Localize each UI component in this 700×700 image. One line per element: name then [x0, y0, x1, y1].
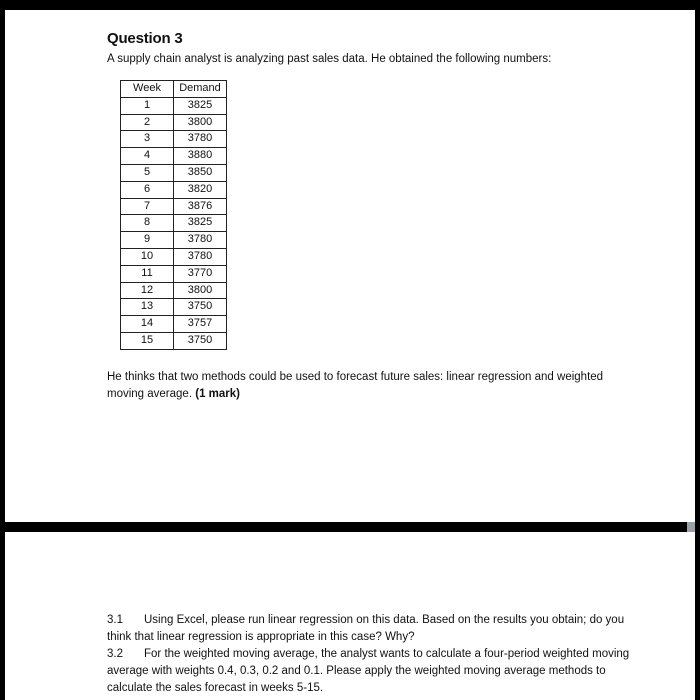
week-cell: 4 [121, 148, 174, 165]
table-row [121, 299, 227, 316]
demand-cell: 3876 [174, 198, 227, 215]
week-cell: 14 [121, 316, 174, 333]
week-cell: 13 [121, 299, 174, 316]
demand-cell: 3780 [174, 131, 227, 148]
demand-header: Demand [174, 81, 227, 98]
table-row [121, 232, 227, 249]
week-cell: 9 [121, 232, 174, 249]
methods-text: He thinks that two methods could be used to forecast future sales: linear regression and weighted moving average. [107, 371, 604, 400]
table-row [121, 332, 227, 349]
demand-cell: 3800 [174, 282, 227, 299]
table-row [121, 265, 227, 282]
week-cell: 15 [121, 332, 174, 349]
demand-table [120, 80, 227, 350]
week-cell: 7 [121, 198, 174, 215]
demand-cell: 3880 [174, 148, 227, 165]
part-3-1 [107, 612, 647, 646]
table-body [121, 97, 227, 349]
table-row [121, 198, 227, 215]
demand-cell: 3750 [174, 332, 227, 349]
week-cell: 12 [121, 282, 174, 299]
part-3-1-text: Using Excel, please run linear regression on this data. Based on the results you obtain; do you think that linear regression is appropriate in this case? Why? [107, 614, 625, 643]
week-cell: 6 [121, 181, 174, 198]
demand-cell: 3757 [174, 316, 227, 333]
week-cell: 5 [121, 164, 174, 181]
table-row [121, 316, 227, 333]
week-cell: 10 [121, 248, 174, 265]
mark-label: (1 mark) [195, 388, 240, 400]
table-row [121, 248, 227, 265]
part-3-2-number: 3.2 [107, 648, 123, 660]
part-3-2-text: For the weighted moving average, the analyst wants to calculate a four-period weighted moving average with weights 0.4, 0.3, 0.2 and 0.1. Please apply the weighted moving average methods to calculate the sales forecast in weeks 5-15. [107, 648, 630, 694]
part-3-1-number: 3.1 [107, 614, 123, 626]
table-row [121, 97, 227, 114]
table-row [121, 181, 227, 198]
week-cell: 11 [121, 265, 174, 282]
document-page-2 [5, 532, 695, 700]
demand-cell: 3780 [174, 248, 227, 265]
demand-cell: 3780 [174, 232, 227, 249]
demand-cell: 3825 [174, 97, 227, 114]
table-row [121, 164, 227, 181]
demand-cell: 3825 [174, 215, 227, 232]
question-title: Question 3 [107, 30, 183, 47]
table-header-row [121, 81, 227, 98]
week-header: Week [121, 81, 174, 98]
demand-cell: 3850 [174, 164, 227, 181]
demand-cell: 3770 [174, 265, 227, 282]
part-3-2 [107, 646, 652, 697]
demand-cell: 3800 [174, 114, 227, 131]
week-cell: 1 [121, 97, 174, 114]
methods-paragraph [107, 369, 627, 403]
week-cell: 8 [121, 215, 174, 232]
week-cell: 2 [121, 114, 174, 131]
table-row [121, 114, 227, 131]
week-cell: 3 [121, 131, 174, 148]
document-page-1 [5, 10, 695, 522]
table-row [121, 282, 227, 299]
table-row [121, 148, 227, 165]
table-row [121, 215, 227, 232]
page-edge [687, 522, 695, 532]
question-intro: A supply chain analyst is analyzing past sales data. He obtained the following numbers: [107, 53, 552, 65]
table-row [121, 131, 227, 148]
demand-cell: 3820 [174, 181, 227, 198]
demand-cell: 3750 [174, 299, 227, 316]
